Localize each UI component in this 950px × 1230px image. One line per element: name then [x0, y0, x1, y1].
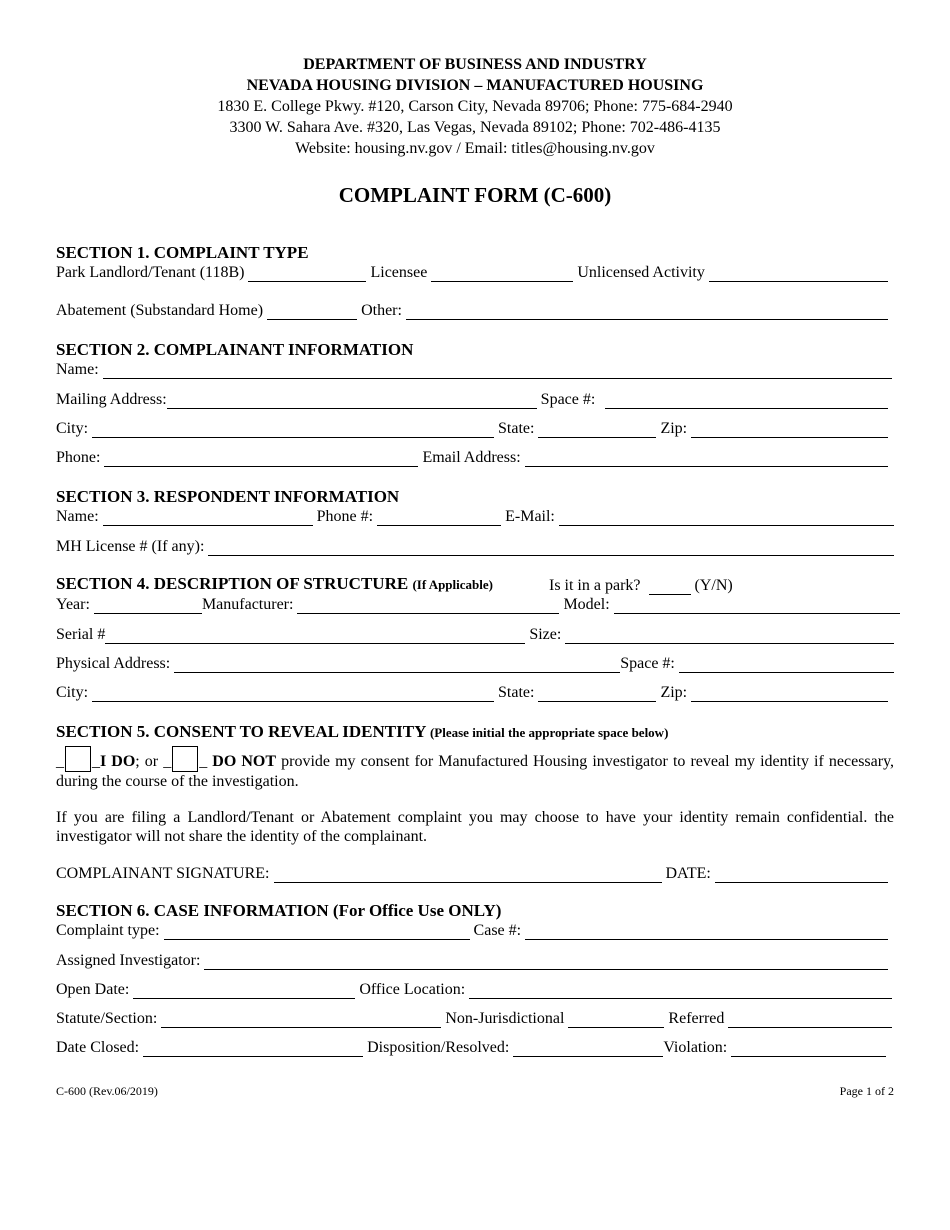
mailing-address-label: Mailing Address: — [56, 391, 167, 408]
complainant-zip-label: Zip: — [660, 420, 688, 437]
complainant-city-label: City: — [56, 420, 89, 437]
park-landlord-field[interactable] — [248, 266, 366, 282]
office-location-label: Office Location: — [359, 981, 466, 998]
section-4-heading: SECTION 4. DESCRIPTION OF STRUCTURE (If Applicable) — [56, 574, 493, 593]
complainant-phone-label: Phone: — [56, 449, 101, 466]
or-label: ; or — [135, 753, 159, 770]
form-title: COMPLAINT FORM (C-600) — [338, 183, 612, 207]
do-not-initial-box[interactable] — [172, 746, 198, 772]
violation-label: Violation: — [663, 1039, 728, 1056]
serial-field[interactable] — [105, 628, 525, 644]
case-number-field[interactable] — [525, 924, 888, 940]
date-closed-label: Date Closed: — [56, 1039, 140, 1056]
office-location-field[interactable] — [469, 983, 892, 999]
i-do-initial-box[interactable] — [65, 746, 91, 772]
form-page — [56, 54, 894, 1057]
vegas-address: 3300 W. Sahara Ave. #320, Las Vegas, Nevada 89102; Phone: 702-486-4135 — [229, 119, 721, 136]
serial-label: Serial # — [56, 626, 106, 643]
department-name: DEPARTMENT OF BUSINESS AND INDUSTRY — [303, 56, 647, 73]
complainant-zip-field[interactable] — [691, 422, 888, 438]
structure-zip-label: Zip: — [660, 684, 688, 701]
complainant-name-row — [56, 360, 894, 379]
website-email: Website: housing.nv.gov / Email: titles@housing.nv.gov — [295, 140, 655, 157]
other-label: Other: — [361, 302, 402, 319]
park-landlord-label: Park Landlord/Tenant (118B) — [56, 264, 245, 281]
referred-label: Referred — [668, 1010, 725, 1027]
abatement-label: Abatement (Substandard Home) — [56, 302, 264, 319]
investigator-row — [56, 951, 894, 970]
section-6-heading: SECTION 6. CASE INFORMATION (For Office Use ONLY) — [56, 901, 502, 920]
complaint-type-row-2 — [56, 301, 894, 320]
complainant-address-row — [56, 390, 894, 409]
page-footer — [56, 1084, 894, 1099]
license-field[interactable] — [208, 540, 894, 556]
signature-date-field[interactable] — [715, 867, 888, 883]
complainant-name-field[interactable] — [103, 363, 892, 379]
signature-field[interactable] — [274, 867, 662, 883]
referred-field[interactable] — [728, 1012, 892, 1028]
signature-row — [56, 864, 894, 883]
investigator-field[interactable] — [204, 954, 888, 970]
complainant-name-label: Name: — [56, 361, 99, 378]
open-date-row — [56, 980, 894, 999]
section-1-heading: SECTION 1. COMPLAINT TYPE — [56, 243, 309, 262]
year-field[interactable] — [94, 598, 202, 614]
abatement-field[interactable] — [267, 304, 357, 320]
consent-paragraph: _ _I DO; or _ _ DO NOT provide my consent for Manufactured Housing investigator to reveal my identity if necessary, during the course of the investigation. — [56, 746, 894, 791]
confidential-paragraph: If you are filing a Landlord/Tenant or Abatement complaint you may choose to have your identity remain confidential. the investigator will not share the identity of the complainant. — [56, 809, 894, 845]
complainant-state-label: State: — [498, 420, 535, 437]
revision-label: C-600 (Rev.06/2019) — [56, 1084, 158, 1098]
physical-address-field[interactable] — [174, 657, 620, 673]
other-field[interactable] — [406, 304, 888, 320]
complainant-phone-field[interactable] — [104, 451, 418, 467]
case-number-label: Case #: — [473, 922, 522, 939]
in-park-label: Is it in a park? — [548, 577, 641, 594]
model-field[interactable] — [614, 598, 900, 614]
section-4-heading-row — [56, 573, 894, 595]
non-jurisdictional-label: Non-Jurisdictional — [445, 1010, 565, 1027]
respondent-name-field[interactable] — [103, 510, 313, 526]
complainant-phone-row — [56, 448, 894, 467]
licensee-field[interactable] — [431, 266, 573, 282]
letterhead — [56, 54, 894, 159]
respondent-row — [56, 507, 894, 526]
complaint-type-field[interactable] — [164, 924, 470, 940]
section-5-heading: SECTION 5. CONSENT TO REVEAL IDENTITY (Please initial the appropriate space below) — [56, 722, 669, 741]
structure-space-field[interactable] — [679, 657, 894, 673]
open-date-label: Open Date: — [56, 981, 130, 998]
disposition-field[interactable] — [513, 1041, 663, 1057]
structure-space-label: Space #: — [620, 655, 675, 672]
section-3-heading: SECTION 3. RESPONDENT INFORMATION — [56, 487, 400, 506]
respondent-name-label: Name: — [56, 508, 99, 525]
non-jurisdictional-field[interactable] — [568, 1012, 664, 1028]
statute-field[interactable] — [161, 1012, 441, 1028]
physical-address-row — [56, 654, 894, 673]
statute-row — [56, 1009, 894, 1028]
complainant-email-field[interactable] — [525, 451, 888, 467]
violation-field[interactable] — [731, 1041, 886, 1057]
size-label: Size: — [529, 626, 562, 643]
structure-state-label: State: — [498, 684, 535, 701]
structure-city-field[interactable] — [92, 686, 494, 702]
section-2-heading: SECTION 2. COMPLAINANT INFORMATION — [56, 340, 414, 359]
case-row — [56, 921, 894, 940]
structure-city-label: City: — [56, 684, 89, 701]
respondent-phone-label: Phone #: — [316, 508, 374, 525]
license-label: MH License # (If any): — [56, 538, 205, 555]
yn-label: (Y/N) — [694, 577, 733, 594]
complainant-state-field[interactable] — [538, 422, 656, 438]
complaint-type-row-1 — [56, 263, 894, 282]
model-label: Model: — [563, 596, 610, 613]
date-closed-field[interactable] — [143, 1041, 363, 1057]
respondent-email-field[interactable] — [559, 510, 894, 526]
structure-city-row — [56, 683, 894, 702]
if-applicable-note: (If Applicable) — [412, 577, 493, 592]
consent-text: provide my consent for Manufactured Housing investigator to reveal my identity if necessary, during the course of the investigation. — [56, 753, 895, 790]
closed-row — [56, 1038, 894, 1057]
signature-date-label: DATE: — [665, 865, 711, 882]
complainant-city-field[interactable] — [92, 422, 494, 438]
complainant-space-label: Space #: — [540, 391, 596, 408]
do-not-label: DO NOT — [212, 753, 277, 770]
initial-note: (Please initial the appropriate space below) — [429, 725, 669, 740]
year-label: Year: — [56, 596, 90, 613]
division-name: NEVADA HOUSING DIVISION – MANUFACTURED HOUSING — [246, 77, 704, 94]
structure-state-field[interactable] — [538, 686, 656, 702]
signature-label: COMPLAINANT SIGNATURE: — [56, 865, 270, 882]
structure-row — [56, 595, 894, 614]
disposition-label: Disposition/Resolved: — [367, 1039, 510, 1056]
page-number: Page 1 of 2 — [839, 1084, 894, 1098]
carson-address: 1830 E. College Pkwy. #120, Carson City, Nevada 89706; Phone: 775-684-2940 — [217, 98, 733, 115]
serial-row — [56, 625, 894, 644]
license-row — [56, 537, 894, 556]
licensee-label: Licensee — [370, 264, 428, 281]
open-date-field[interactable] — [133, 983, 355, 999]
in-park-field[interactable] — [649, 579, 691, 595]
unlicensed-field[interactable] — [709, 266, 888, 282]
i-do-label: I DO — [100, 753, 136, 770]
complainant-space-field[interactable] — [605, 393, 888, 409]
structure-zip-field[interactable] — [691, 686, 888, 702]
size-field[interactable] — [565, 628, 894, 644]
complainant-email-label: Email Address: — [422, 449, 521, 466]
manufacturer-field[interactable] — [297, 598, 559, 614]
unlicensed-label: Unlicensed Activity — [577, 264, 705, 281]
manufacturer-label: Manufacturer: — [201, 596, 294, 613]
physical-address-label: Physical Address: — [56, 655, 171, 672]
complaint-type-label: Complaint type: — [56, 922, 160, 939]
respondent-email-label: E-Mail: — [505, 508, 555, 525]
investigator-label: Assigned Investigator: — [56, 952, 201, 969]
complainant-city-row — [56, 419, 894, 438]
mailing-address-field[interactable] — [167, 393, 537, 409]
statute-label: Statute/Section: — [56, 1010, 158, 1027]
respondent-phone-field[interactable] — [377, 510, 501, 526]
